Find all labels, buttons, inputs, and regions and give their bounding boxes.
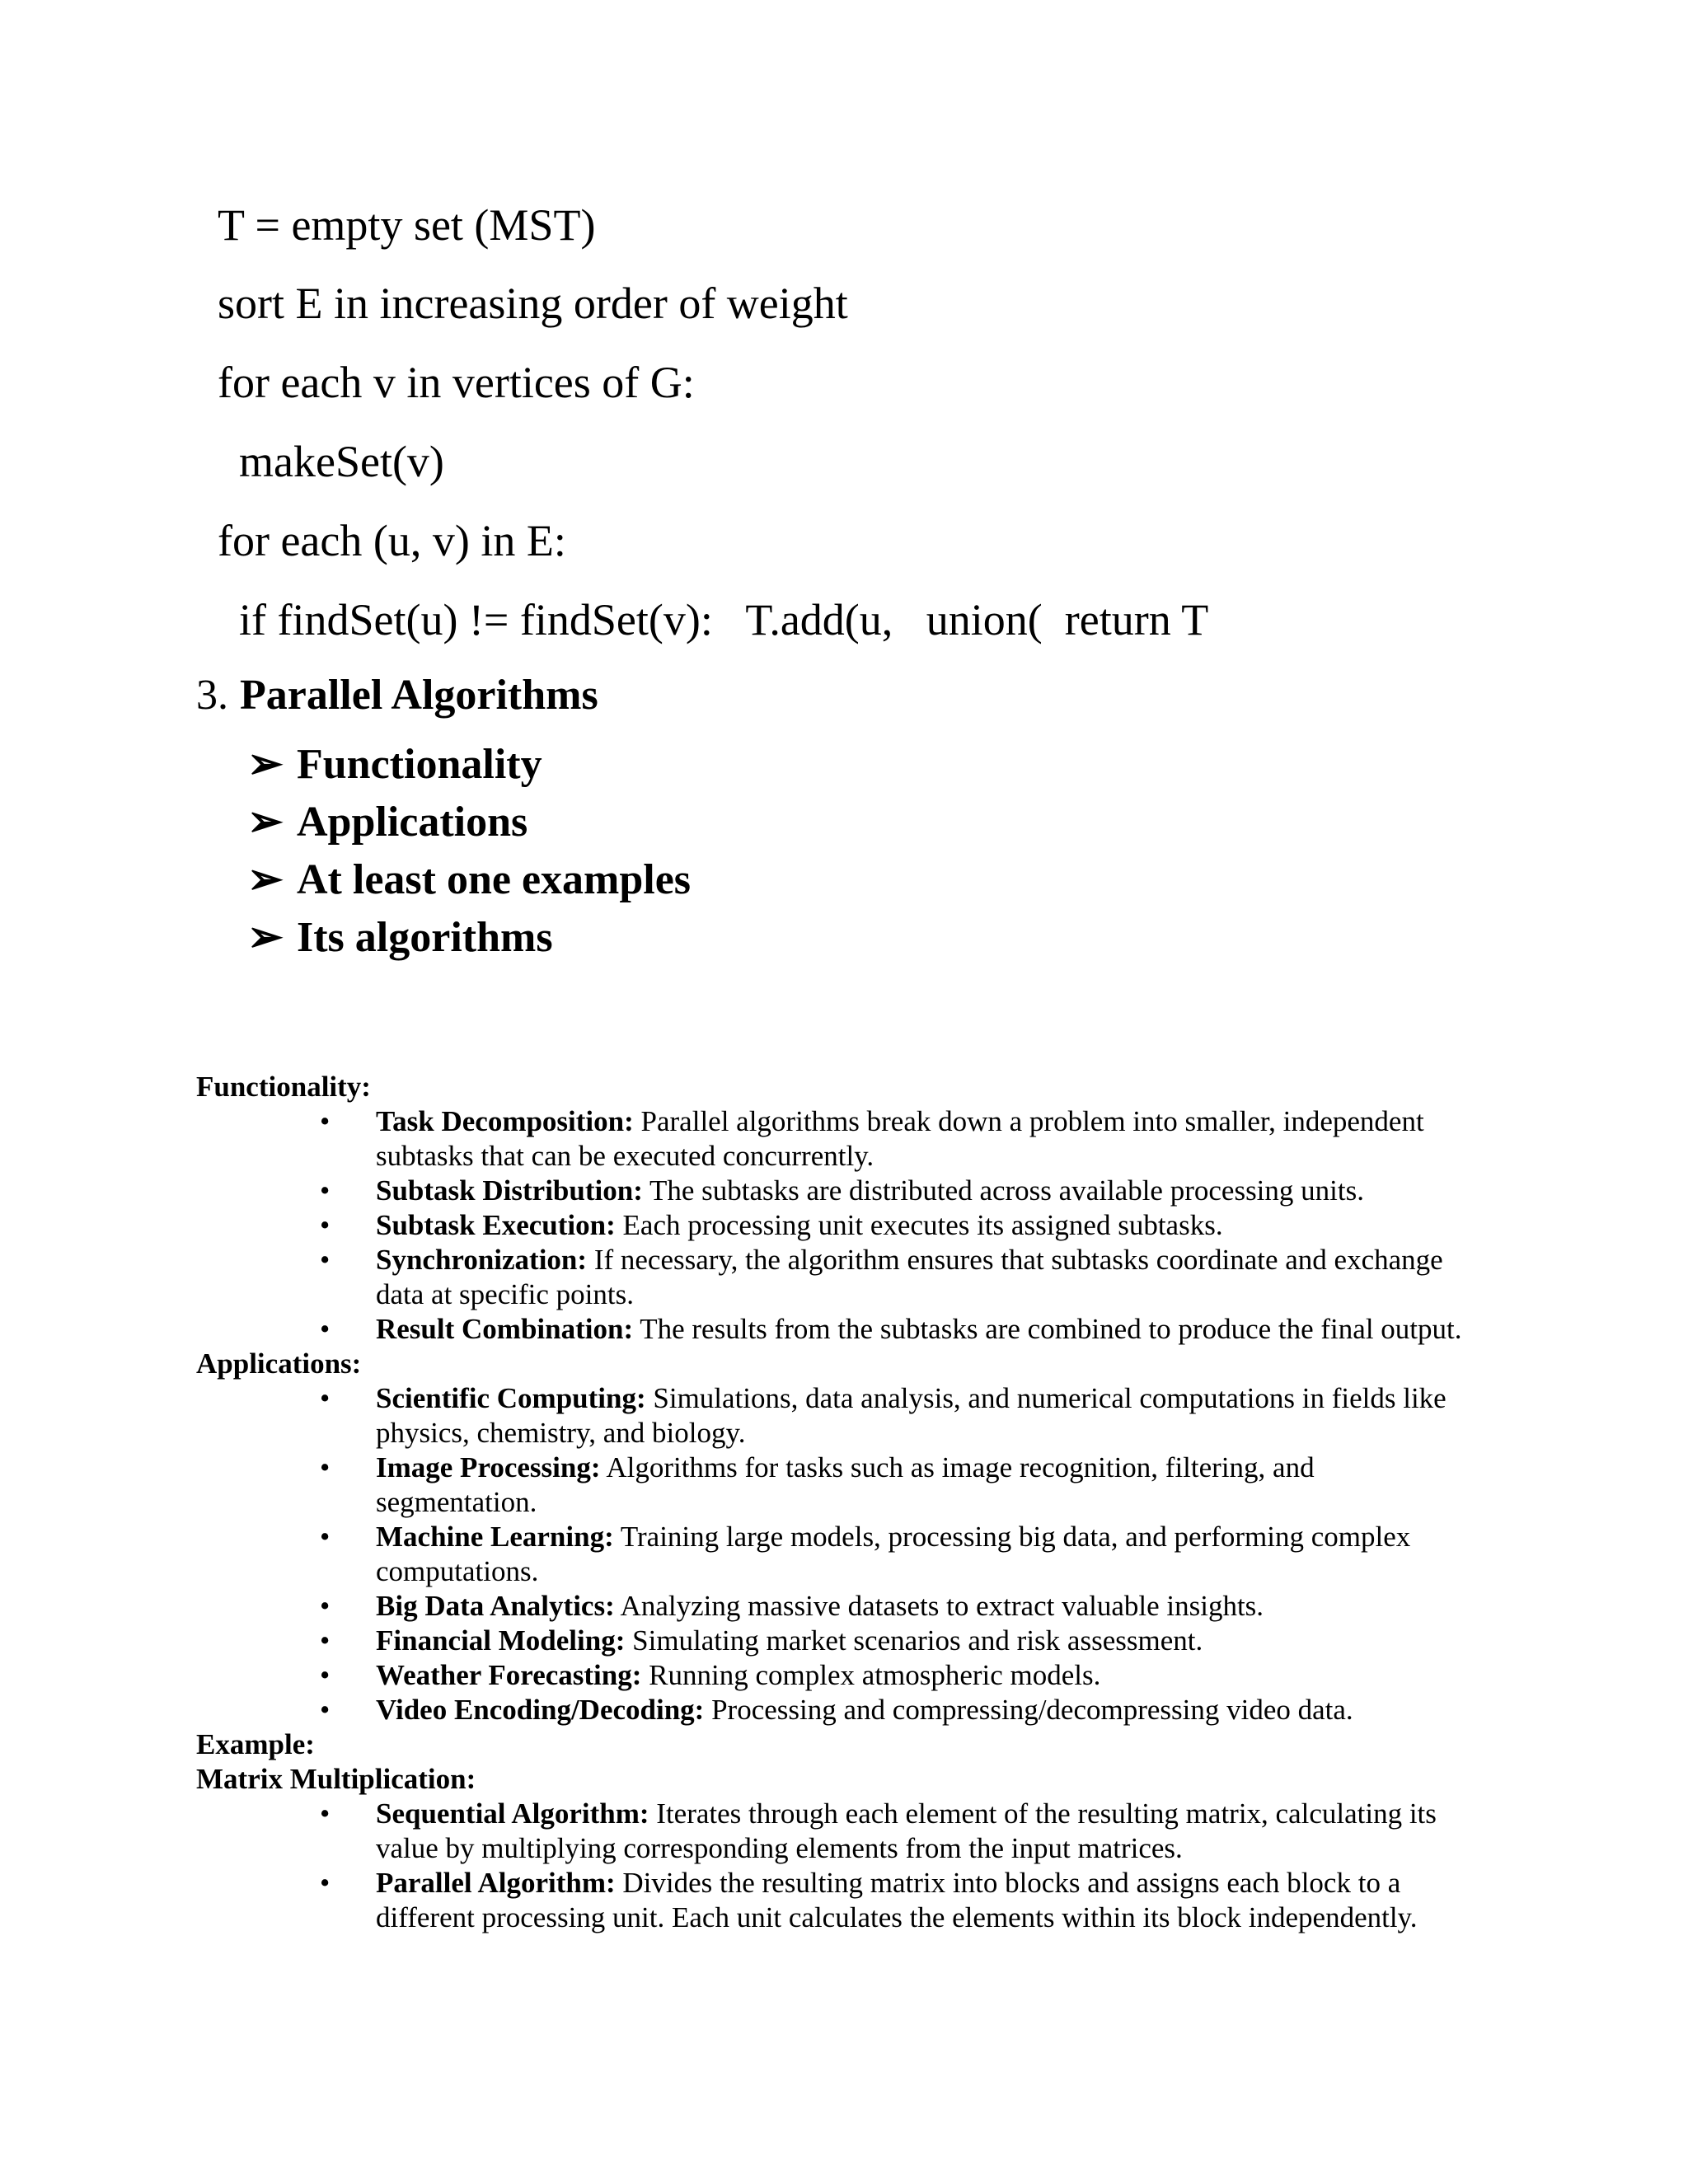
item-term: Subtask Execution:	[376, 1209, 616, 1241]
bullet-icon: •	[320, 1521, 331, 1553]
item-text: Simulations, data analysis, and numerical computations in fields like physics, chemistry, and biology.	[376, 1382, 1447, 1449]
item-text: Each processing unit executes its assigned subtasks.	[615, 1209, 1223, 1241]
item-text: Simulating market scenarios and risk assessment.	[625, 1624, 1203, 1657]
list-item	[196, 1208, 1482, 1243]
body-content	[196, 1070, 1482, 1935]
arrow-bullet-icon: ➢	[247, 741, 284, 788]
list-item	[196, 1589, 1482, 1624]
item-text: Running complex atmospheric models.	[641, 1659, 1101, 1691]
code-line-3: for each v in vertices of G:	[218, 358, 695, 407]
item-term: Machine Learning:	[376, 1521, 614, 1553]
list-item	[196, 1451, 1482, 1520]
item-term: Scientific Computing:	[376, 1382, 646, 1414]
bullet-icon: •	[320, 1174, 331, 1207]
code-line-4: makeSet(v)	[239, 437, 444, 486]
subitem-label: Its algorithms	[297, 914, 553, 961]
subitem-label: At least one examples	[297, 856, 692, 903]
item-text: Parallel algorithms break down a problem into smaller, independent subtasks that can be executed concurrently.	[376, 1105, 1424, 1172]
item-term: Task Decomposition:	[376, 1105, 634, 1137]
bullet-icon: •	[320, 1797, 331, 1830]
arrow-bullet-icon: ➢	[247, 914, 284, 961]
item-term: Weather Forecasting:	[376, 1659, 642, 1691]
section-heading	[196, 674, 598, 717]
section-subitem	[247, 794, 691, 851]
bullet-icon: •	[320, 1590, 331, 1622]
item-text: The results from the subtasks are combined to produce the final output.	[633, 1313, 1462, 1345]
item-term: Financial Modeling:	[376, 1624, 626, 1657]
subitem-label: Applications	[297, 799, 528, 846]
example-subheading: Matrix Multiplication:	[196, 1763, 476, 1795]
bullet-icon: •	[320, 1209, 331, 1241]
item-term: Big Data Analytics:	[376, 1590, 615, 1622]
section-subitems	[247, 736, 691, 967]
section-title: Parallel Algorithms	[240, 672, 598, 719]
bullet-icon: •	[320, 1659, 331, 1691]
functionality-list	[196, 1104, 1482, 1347]
bullet-icon: •	[320, 1451, 331, 1483]
item-text: The subtasks are distributed across available processing units.	[642, 1174, 1364, 1207]
code-line-2: sort E in increasing order of weight	[218, 279, 848, 328]
list-item	[196, 1866, 1482, 1935]
item-term: Subtask Distribution:	[376, 1174, 643, 1207]
code-line-6: if findSet(u) != findSet(v): T.add(u, union( return T	[239, 595, 1209, 644]
list-item	[196, 1174, 1482, 1208]
list-item	[196, 1312, 1482, 1347]
item-term: Video Encoding/Decoding:	[376, 1694, 705, 1726]
item-text: Processing and compressing/decompressing video data.	[704, 1694, 1353, 1726]
functionality-heading: Functionality:	[196, 1071, 371, 1103]
item-text: Iterates through each element of the resulting matrix, calculating its value by multiplying corresponding elements from the input matrices.	[376, 1797, 1437, 1864]
list-item	[196, 1243, 1482, 1312]
item-term: Image Processing:	[376, 1451, 601, 1483]
list-item	[196, 1624, 1482, 1658]
item-term: Result Combination:	[376, 1313, 634, 1345]
bullet-icon: •	[320, 1105, 331, 1137]
section-subitem	[247, 909, 691, 967]
item-text: Divides the resulting matrix into blocks and assigns each block to a different processing unit. Each unit calculates the elements within its block independently.	[376, 1867, 1418, 1933]
arrow-bullet-icon: ➢	[247, 856, 284, 903]
list-item	[196, 1797, 1482, 1866]
bullet-icon: •	[320, 1382, 331, 1414]
section-number: 3.	[196, 672, 228, 719]
code-line-5: for each (u, v) in E:	[218, 516, 566, 565]
section-subitem	[247, 851, 691, 909]
subitem-label: Functionality	[297, 741, 542, 788]
bullet-icon: •	[320, 1244, 331, 1276]
list-item	[196, 1381, 1482, 1451]
list-item	[196, 1104, 1482, 1174]
item-term: Parallel Algorithm:	[376, 1867, 616, 1899]
item-term: Sequential Algorithm:	[376, 1797, 649, 1830]
example-list	[196, 1797, 1482, 1935]
bullet-icon: •	[320, 1694, 331, 1726]
list-item	[196, 1658, 1482, 1693]
code-line-1: T = empty set (MST)	[218, 200, 596, 250]
list-item	[196, 1693, 1482, 1727]
bullet-icon: •	[320, 1313, 331, 1345]
item-term: Synchronization:	[376, 1244, 588, 1276]
list-item	[196, 1520, 1482, 1589]
applications-list	[196, 1381, 1482, 1727]
item-text: If necessary, the algorithm ensures that subtasks coordinate and exchange data at specific points.	[376, 1244, 1443, 1310]
applications-heading: Applications:	[196, 1347, 362, 1380]
item-text: Analyzing massive datasets to extract valuable insights.	[614, 1590, 1264, 1622]
bullet-icon: •	[320, 1624, 331, 1657]
item-text: Algorithms for tasks such as image recognition, filtering, and segmentation.	[376, 1451, 1315, 1518]
arrow-bullet-icon: ➢	[247, 799, 284, 846]
item-text: Training large models, processing big data, and performing complex computations.	[376, 1521, 1411, 1587]
example-heading: Example:	[196, 1728, 315, 1760]
section-subitem	[247, 736, 691, 794]
bullet-icon: •	[320, 1867, 331, 1899]
